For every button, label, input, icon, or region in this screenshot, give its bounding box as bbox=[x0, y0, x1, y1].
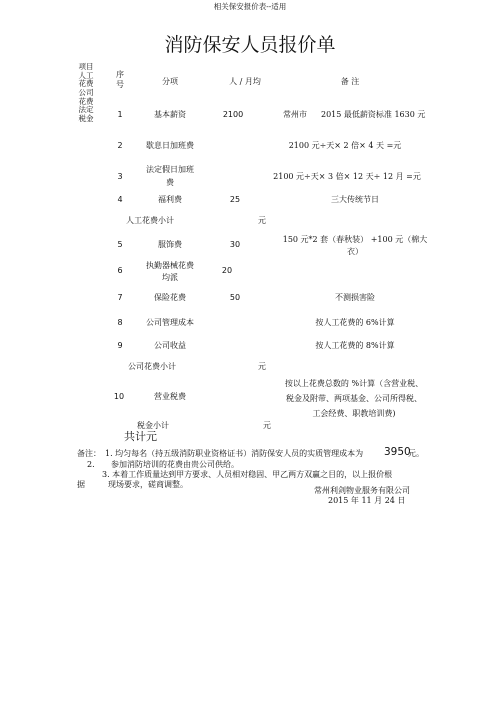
category-label: 公司 bbox=[78, 87, 94, 97]
row-note bbox=[275, 234, 435, 258]
category-label: 花费 bbox=[78, 79, 94, 89]
row-item-line: 均派 bbox=[162, 273, 178, 282]
row-note: 按人工花费的 8%计算 bbox=[315, 341, 395, 350]
row-item bbox=[130, 164, 210, 190]
category-label: 人工 bbox=[78, 70, 94, 80]
col-header-seq-line: 序 bbox=[116, 70, 124, 79]
labor-subtotal-unit: 元 bbox=[258, 216, 266, 225]
row-item-line: 执勤器械花费 bbox=[146, 261, 194, 270]
company-subtotal-unit: 元 bbox=[258, 362, 266, 371]
row-seq: 9 bbox=[117, 341, 123, 350]
row-seq: 1 bbox=[117, 110, 123, 119]
row-item: 保险花费 bbox=[154, 293, 186, 302]
note-3-continued: 现场要求，磋商调整。 bbox=[108, 480, 188, 489]
page-header: 相关保安报价表--适用 bbox=[213, 2, 287, 11]
note-3: 3. 本着工作质量达到甲方要求、人员相对稳固、甲乙两方双赢之目的，以上报价根 bbox=[102, 470, 393, 479]
category-label: 法定 bbox=[78, 105, 94, 115]
row-note-line: 衣） bbox=[347, 247, 363, 256]
row-item-line: 费 bbox=[166, 177, 174, 187]
row-note: 2100 元÷天× 3 倍× 12 天÷ 12 月 =元 bbox=[273, 172, 421, 181]
note-1-amount: 3950 bbox=[384, 446, 411, 458]
row-item: 服饰费 bbox=[158, 240, 182, 249]
row-seq: 6 bbox=[117, 266, 123, 275]
row-item-line: 法定假日加班 bbox=[146, 165, 194, 174]
tax-subtotal-label: 税金小计 bbox=[137, 421, 169, 430]
row-seq: 3 bbox=[117, 172, 123, 181]
col-header-note: 备 注 bbox=[340, 77, 360, 86]
row-seq: 10 bbox=[113, 392, 125, 401]
company-subtotal-label: 公司花费小计 bbox=[128, 362, 176, 371]
note-1: 1. 均匀每名（持五级消防职业资格证书）消防保安人员的实质管理成本为 bbox=[105, 449, 364, 458]
tax-subtotal-unit: 元 bbox=[263, 421, 271, 430]
note-1-unit: 元。 bbox=[408, 449, 424, 458]
row-item: 基本薪资 bbox=[154, 110, 186, 119]
row-item: 公司管理成本 bbox=[146, 318, 194, 327]
row-note: 按人工花费的 6%计算 bbox=[315, 318, 395, 327]
grand-total-label: 共计元 bbox=[124, 430, 157, 443]
col-header-seq bbox=[112, 70, 128, 91]
row-amount: 2100 bbox=[222, 110, 244, 119]
category-column bbox=[73, 63, 99, 123]
col-header-seq-line: 号 bbox=[116, 80, 124, 90]
category-label: 项目 bbox=[78, 62, 94, 71]
row-note-line: 工会经费、职教培训费) bbox=[312, 408, 396, 418]
row-amount: 50 bbox=[229, 293, 241, 302]
row-note: 三大传统节日 bbox=[331, 195, 379, 204]
row-seq: 7 bbox=[117, 293, 123, 302]
row-amount: 20 bbox=[221, 266, 233, 275]
notes-label: 备注： bbox=[77, 449, 101, 458]
row-note bbox=[272, 377, 436, 421]
row-item: 营业税费 bbox=[154, 392, 186, 401]
category-label: 花费 bbox=[78, 96, 94, 106]
col-header-unit: 人 / 月均 bbox=[229, 77, 261, 86]
row-note: 不测损害险 bbox=[335, 293, 375, 302]
col-header-item: 分项 bbox=[162, 77, 178, 86]
row-item: 歇息日加班费 bbox=[146, 141, 194, 150]
note-2: 参加消防培训的花费由贵公司供给。 bbox=[111, 460, 239, 469]
row-note-line: 税金及附带、两项基金、公司所得税、 bbox=[286, 393, 422, 403]
labor-subtotal-label: 人工花费小计 bbox=[126, 216, 174, 225]
document-date: 2015 年 11 月 24 日 bbox=[328, 496, 406, 505]
row-seq: 8 bbox=[117, 318, 123, 327]
page-title: 消防保安人员报价单 bbox=[164, 34, 336, 56]
row-amount: 30 bbox=[229, 240, 241, 249]
note-3-prefix: 据 bbox=[77, 480, 85, 489]
category-label: 税金 bbox=[78, 113, 94, 123]
row-item: 福利费 bbox=[158, 195, 182, 204]
row-note: 2100 元÷天× 2 倍× 4 天 =元 bbox=[288, 141, 402, 150]
row-note-place: 常州市 bbox=[283, 110, 307, 119]
row-item: 公司收益 bbox=[154, 341, 186, 350]
row-seq: 5 bbox=[117, 240, 123, 249]
row-seq: 4 bbox=[117, 195, 123, 204]
row-note-line: 150 元*2 套（春秋装） +100 元（棉大 bbox=[282, 235, 428, 244]
row-item bbox=[130, 260, 210, 284]
row-seq: 2 bbox=[117, 141, 123, 150]
row-note-line: 按以上花费总数的 %计算（含营业税、 bbox=[284, 379, 424, 388]
note-2-number: 2. bbox=[87, 460, 95, 469]
row-amount: 25 bbox=[229, 195, 241, 204]
company-name: 常州利剑物业服务有限公司 bbox=[314, 486, 410, 495]
row-note: 2015 最低薪资标准 1630 元 bbox=[321, 110, 426, 119]
